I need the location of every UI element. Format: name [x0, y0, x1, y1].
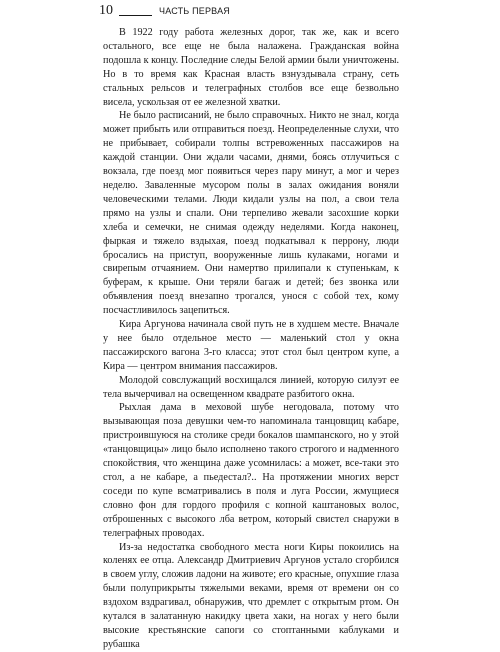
body-text — [103, 26, 399, 652]
paragraph: В 1922 году работа железных дорог, так же, как и всего остального, все еще не была налажена. Гражданская война подошла к концу. Последние следы Белой армии были уничтожены. Но в то время как Красная власть взнуздывала страну, сеть стальных рельсов и телеграфных столбов все еще безвольно висела, ускользая от ее железной хватки. — [103, 27, 399, 108]
paragraph: Молодой совслужащий восхищался линией, которую силуэт ее тела вычерчивал на освещенном квадрате разбитого окна. — [103, 374, 399, 400]
paragraph: Рыхлая дама в меховой шубе негодовала, потому что вызывающая поза девушки чем-то напоминала танцовщиц кабаре, пристроившуюся на столике среди бокалов шампанского, но у этой «танцовщицы» лицо было исполнено такого строгого и надменного спокойствия, что женщина даже усомнилась: а может, все-таки это стол, а не кабаре, а пьедестал?.. На протяжении многих верст соседи по купе всматривались в поля и луга России, жмущиеся словно фон для гордого профиля с копной каштановых волос, отброшенных с высокого лба ветром, который свистел снаружи в телеграфных проводах. — [103, 402, 399, 539]
paragraph: Кира Аргунова начинала свой путь не в худшем месте. Вначале у нее было отдельное место — маленький стол у окна пассажирского вагона 3-го класса; этот стол был центром купе, а Кира — центром внимания пассажиров. — [103, 319, 399, 372]
header-rule — [119, 15, 152, 16]
page-number: 10 — [99, 3, 113, 18]
page-header — [99, 3, 400, 19]
paragraph: Из-за недостатка свободного места ноги Киры покоились на коленях ее отца. Александр Дмитриевич Аргунов устало сгорбился в своем углу, сложив ладони на животе; его красные, опухшие глаза были полуприкрыты тяжелыми веками, время от времени он со вздохом вздрагивал, обнаружив, что дремлет с открытым ртом. Он кутался в залатанную накидку цвета хаки, на ногах у него были высокие крестьянские сапоги со стоптанными каблуками и рубашка — [103, 541, 399, 650]
paragraph: Не было расписаний, не было справочных. Никто не знал, когда может прибыть или отправиться поезд. Неопределенные слухи, что не прибывает, собирали толпы встревоженных пассажиров на каждой станции. Они ждали часами, днями, боясь отлучиться с вокзала, где поезд мог появиться через пару минут, а мог и через неделю. Заваленные мусором полы в залах ожидания воняли человеческими телами. Люди кидали узлы на пол, а свои тела прямо на узлы и спали. Они терпеливо жевали засохшие корки хлеба и семечки, не снимая одежду неделями. Когда наконец, фыркая и тяжело вздыхая, поезд подкатывал к перрону, люди бросались на приступ, вооруженные лишь кулаками, ногами и свирепым отчаянием. Они намертво прилипали к ступенькам, к буферам, к крыше. Они теряли багаж и детей; без звонка или объявления поезд внезапно трогался, унося с собой тех, кому посчастливилось зацепиться. — [103, 110, 399, 317]
running-head: ЧАСТЬ ПЕРВАЯ — [159, 6, 230, 16]
